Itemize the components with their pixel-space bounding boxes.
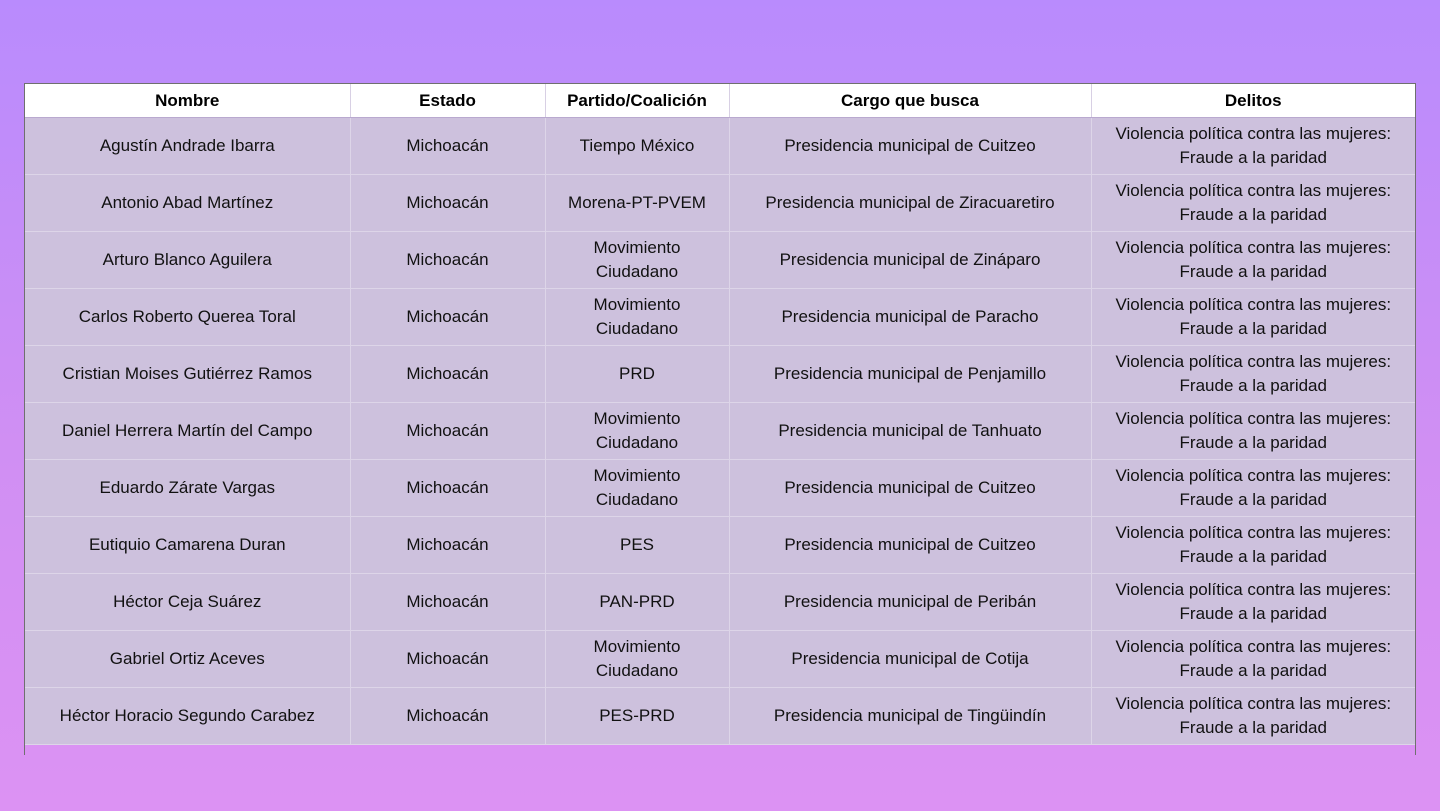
- cell-delitos-line: Violencia política contra las mujeres:: [1115, 181, 1392, 200]
- cell-partido-line: Ciudadano: [595, 433, 679, 452]
- cell-delitos: [1091, 460, 1415, 517]
- cell-cargo: Presidencia municipal de Cuitzeo: [729, 118, 1091, 175]
- cell-estado: Michoacán: [350, 289, 545, 346]
- table-row: [25, 688, 1415, 745]
- cell-estado: Michoacán: [350, 688, 545, 745]
- cell-delitos: [1091, 232, 1415, 289]
- cell-partido: [545, 460, 729, 517]
- candidates-table: [25, 84, 1415, 745]
- table-row: [25, 232, 1415, 289]
- cell-estado: Michoacán: [350, 175, 545, 232]
- header-estado: Estado: [350, 84, 545, 118]
- cell-delitos-line: Violencia política contra las mujeres:: [1115, 124, 1392, 143]
- cell-cargo: Presidencia municipal de Ziracuaretiro: [729, 175, 1091, 232]
- cell-partido: [545, 346, 729, 403]
- cell-partido-line: PES: [619, 535, 655, 554]
- cell-nombre: Daniel Herrera Martín del Campo: [25, 403, 350, 460]
- cell-nombre: Arturo Blanco Aguilera: [25, 232, 350, 289]
- cell-partido: [545, 232, 729, 289]
- cell-estado: Michoacán: [350, 517, 545, 574]
- table-row: [25, 175, 1415, 232]
- header-row: [25, 84, 1415, 118]
- cell-partido-line: Ciudadano: [595, 490, 679, 509]
- cell-nombre: Cristian Moises Gutiérrez Ramos: [25, 346, 350, 403]
- cell-nombre: Antonio Abad Martínez: [25, 175, 350, 232]
- cell-cargo: Presidencia municipal de Peribán: [729, 574, 1091, 631]
- cell-nombre: Gabriel Ortiz Aceves: [25, 631, 350, 688]
- cell-cargo: Presidencia municipal de Cuitzeo: [729, 517, 1091, 574]
- cell-delitos-line: Violencia política contra las mujeres:: [1115, 694, 1392, 713]
- cell-cargo: Presidencia municipal de Cuitzeo: [729, 460, 1091, 517]
- cell-cargo: Presidencia municipal de Cotija: [729, 631, 1091, 688]
- table-row: [25, 289, 1415, 346]
- header-delitos: Delitos: [1091, 84, 1415, 118]
- cell-nombre: Héctor Horacio Segundo Carabez: [25, 688, 350, 745]
- cell-delitos: [1091, 403, 1415, 460]
- cell-nombre: Eduardo Zárate Vargas: [25, 460, 350, 517]
- cell-delitos-line: Fraude a la paridad: [1179, 148, 1327, 167]
- cell-delitos-line: Fraude a la paridad: [1179, 319, 1327, 338]
- cell-estado: Michoacán: [350, 631, 545, 688]
- cell-delitos-line: Fraude a la paridad: [1179, 604, 1327, 623]
- table-header: [25, 84, 1415, 118]
- cell-delitos: [1091, 175, 1415, 232]
- cell-delitos-line: Fraude a la paridad: [1179, 262, 1327, 281]
- cell-partido-line: Movimiento: [593, 295, 681, 314]
- cell-partido: [545, 118, 729, 175]
- cell-partido: [545, 289, 729, 346]
- cell-delitos-line: Violencia política contra las mujeres:: [1115, 238, 1392, 257]
- table-row: [25, 517, 1415, 574]
- cell-nombre: Agustín Andrade Ibarra: [25, 118, 350, 175]
- cell-estado: Michoacán: [350, 346, 545, 403]
- cell-delitos-line: Violencia política contra las mujeres:: [1115, 352, 1392, 371]
- cell-delitos-line: Violencia política contra las mujeres:: [1115, 466, 1392, 485]
- cell-nombre: Carlos Roberto Querea Toral: [25, 289, 350, 346]
- cell-estado: Michoacán: [350, 460, 545, 517]
- cell-delitos-line: Fraude a la paridad: [1179, 661, 1327, 680]
- cell-partido-line: PRD: [619, 364, 655, 383]
- candidates-table-container: [24, 83, 1416, 755]
- cell-partido: [545, 175, 729, 232]
- table-row: [25, 346, 1415, 403]
- cell-estado: Michoacán: [350, 403, 545, 460]
- cell-partido-line: PES-PRD: [599, 706, 675, 725]
- cell-delitos: [1091, 688, 1415, 745]
- cell-estado: Michoacán: [350, 574, 545, 631]
- cell-delitos: [1091, 346, 1415, 403]
- table-body: [25, 118, 1415, 745]
- cell-partido-line: Tiempo México: [579, 136, 695, 155]
- cell-partido: [545, 517, 729, 574]
- header-nombre: Nombre: [25, 84, 350, 118]
- cell-partido-line: Morena-PT-PVEM: [568, 193, 706, 212]
- cell-cargo: Presidencia municipal de Penjamillo: [729, 346, 1091, 403]
- cell-estado: Michoacán: [350, 118, 545, 175]
- cell-delitos-line: Violencia política contra las mujeres:: [1115, 295, 1392, 314]
- cell-delitos-line: Violencia política contra las mujeres:: [1115, 637, 1392, 656]
- cell-delitos: [1091, 118, 1415, 175]
- table-row: [25, 574, 1415, 631]
- header-partido: Partido/Coalición: [545, 84, 729, 118]
- cell-delitos: [1091, 517, 1415, 574]
- cell-delitos: [1091, 289, 1415, 346]
- cell-partido-line: Movimiento: [593, 466, 681, 485]
- cell-estado: Michoacán: [350, 232, 545, 289]
- cell-partido-line: Ciudadano: [595, 262, 679, 281]
- cell-partido: [545, 631, 729, 688]
- cell-nombre: Héctor Ceja Suárez: [25, 574, 350, 631]
- cell-delitos-line: Violencia política contra las mujeres:: [1115, 409, 1392, 428]
- cell-partido-line: PAN-PRD: [599, 592, 675, 611]
- cell-delitos-line: Fraude a la paridad: [1179, 718, 1327, 737]
- cell-partido-line: Ciudadano: [595, 319, 679, 338]
- cell-partido-line: Ciudadano: [595, 661, 679, 680]
- cell-delitos-line: Fraude a la paridad: [1179, 547, 1327, 566]
- cell-delitos: [1091, 574, 1415, 631]
- cell-partido: [545, 574, 729, 631]
- cell-partido: [545, 688, 729, 745]
- cell-delitos-line: Violencia política contra las mujeres:: [1115, 580, 1392, 599]
- cell-cargo: Presidencia municipal de Paracho: [729, 289, 1091, 346]
- cell-partido: [545, 403, 729, 460]
- cell-delitos: [1091, 631, 1415, 688]
- cell-delitos-line: Fraude a la paridad: [1179, 490, 1327, 509]
- cell-cargo: Presidencia municipal de Tingüindín: [729, 688, 1091, 745]
- cell-cargo: Presidencia municipal de Zináparo: [729, 232, 1091, 289]
- cell-delitos-line: Fraude a la paridad: [1179, 433, 1327, 452]
- cell-partido-line: Movimiento: [593, 409, 681, 428]
- cell-delitos-line: Fraude a la paridad: [1179, 376, 1327, 395]
- header-cargo: Cargo que busca: [729, 84, 1091, 118]
- table-row: [25, 631, 1415, 688]
- table-row: [25, 403, 1415, 460]
- cell-nombre: Eutiquio Camarena Duran: [25, 517, 350, 574]
- table-row: [25, 118, 1415, 175]
- table-row: [25, 460, 1415, 517]
- cell-partido-line: Movimiento: [593, 238, 681, 257]
- cell-delitos-line: Violencia política contra las mujeres:: [1115, 523, 1392, 542]
- cell-delitos-line: Fraude a la paridad: [1179, 205, 1327, 224]
- cell-cargo: Presidencia municipal de Tanhuato: [729, 403, 1091, 460]
- cell-partido-line: Movimiento: [593, 637, 681, 656]
